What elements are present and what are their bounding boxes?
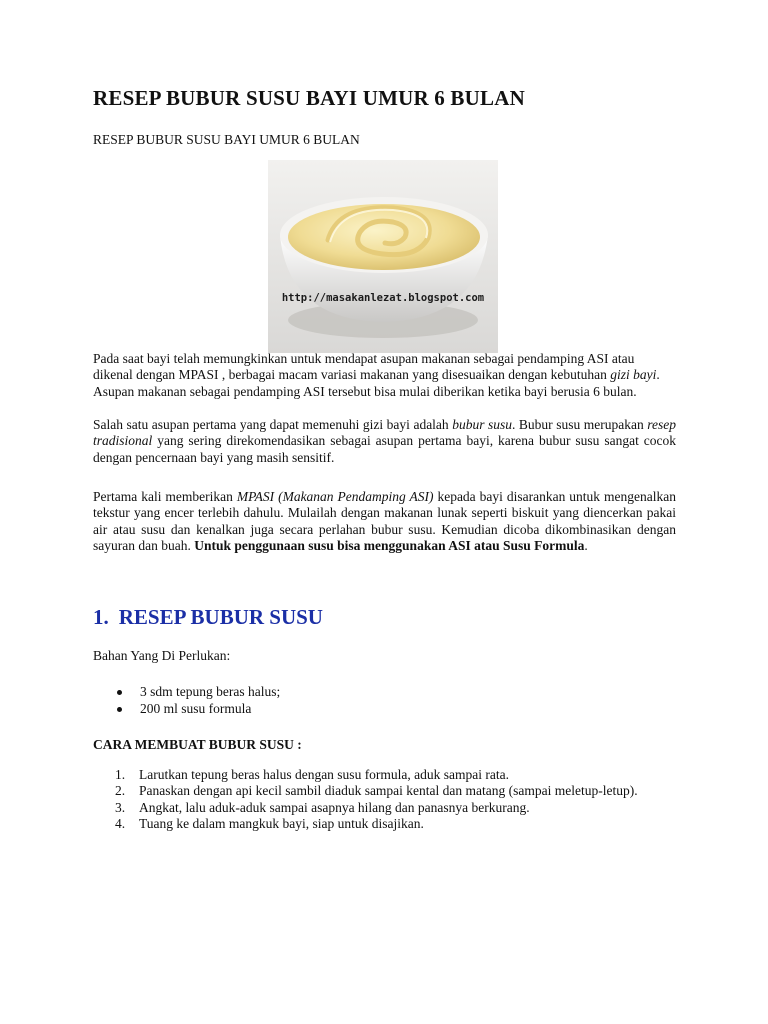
- step-item: [93, 800, 676, 816]
- step-number: 3.: [115, 799, 126, 815]
- step-item: [93, 816, 676, 832]
- intro-p3-text-2: kepada bayi disarankan untuk mengenalkan tekstur yang encer terlebih dahulu. Mulailah dengan makanan lunak seperti biskuit yang diencerkan pakai air atau susu dan kenalkan juga secara perlahan bubur susu. Kemudian dicoba dikombinasikan dengan sayuran dan buah.: [93, 489, 676, 554]
- intro-p3-bold: Untuk penggunaan susu bisa menggunakan ASI atau Susu Formula: [194, 538, 585, 554]
- ingredient-item: 3 sdm tepung beras halus;: [93, 683, 280, 700]
- intro-paragraph-2: [93, 417, 676, 466]
- intro-p1-italic: gizi bayi: [610, 367, 657, 383]
- step-item: [93, 767, 676, 783]
- intro-p2-italic-2: resep tradisional: [93, 417, 677, 449]
- step-number: 1.: [115, 767, 126, 782]
- step-number: 2.: [115, 783, 126, 799]
- step-number: 4.: [115, 816, 126, 832]
- steps-list: [93, 767, 676, 833]
- intro-p2-text-3: yang sering direkomendasikan sebagai asupan pertama bayi, karena bubur susu sangat cocok dengan pencernaan bayi yang masih sensitif.: [93, 433, 676, 465]
- section-title: RESEP BUBUR SUSU: [118, 605, 323, 629]
- ingredients-label: Bahan Yang Di Perlukan:: [93, 648, 231, 663]
- step-text: Larutkan tepung beras halus dengan susu formula, aduk sampai rata.: [139, 767, 510, 782]
- intro-p2-text-1: Salah satu asupan pertama yang dapat memenuhi gizi bayi adalah: [93, 417, 453, 432]
- intro-p1-text-1: Pada saat bayi telah memungkinkan untuk mendapat asupan makanan sebagai pendamping ASI atau dikenal dengan MPASI , berbagai macam variasi makanan yang disesuaikan dengan kebutuhan: [93, 351, 635, 383]
- document-subtitle: RESEP BUBUR SUSU BAYI UMUR 6 BULAN: [93, 132, 360, 147]
- section-heading: [93, 605, 323, 630]
- intro-p2-italic-1: bubur susu: [452, 417, 513, 432]
- intro-p3-italic: MPASI (Makanan Pendamping ASI): [236, 489, 434, 504]
- image-watermark: http://masakanlezat.blogspot.com: [281, 292, 485, 304]
- step-text: Panaskan dengan api kecil sambil diaduk sampai kental dan matang (sampai meletup-letup).: [139, 783, 638, 799]
- document-title: RESEP BUBUR SUSU BAYI UMUR 6 BULAN: [93, 86, 525, 110]
- intro-p2-text-2: . Bubur susu merupakan: [512, 417, 648, 432]
- ingredients-list: [93, 683, 280, 717]
- intro-paragraph-1: [93, 351, 676, 400]
- method-label: CARA MEMBUAT BUBUR SUSU :: [93, 737, 302, 752]
- intro-p3-text-3: .: [584, 538, 588, 554]
- porridge-photo: [268, 160, 498, 353]
- intro-paragraph-3: [93, 489, 676, 555]
- section-number: 1.: [93, 605, 109, 629]
- intro-p1-text-2: . Asupan makanan sebagai pendamping ASI tersebut bisa mulai diberikan ketika bayi berusia 6 bulan.: [93, 367, 660, 399]
- step-item: [93, 783, 676, 799]
- ingredient-item: 200 ml susu formula: [93, 700, 280, 717]
- porridge-bowl-illustration: [268, 160, 498, 353]
- step-text: Angkat, lalu aduk-aduk sampai asapnya hilang dan panasnya berkurang.: [139, 799, 530, 815]
- step-text: Tuang ke dalam mangkuk bayi, siap untuk disajikan.: [139, 816, 424, 832]
- intro-p3-text-1: Pertama kali memberikan: [93, 489, 237, 504]
